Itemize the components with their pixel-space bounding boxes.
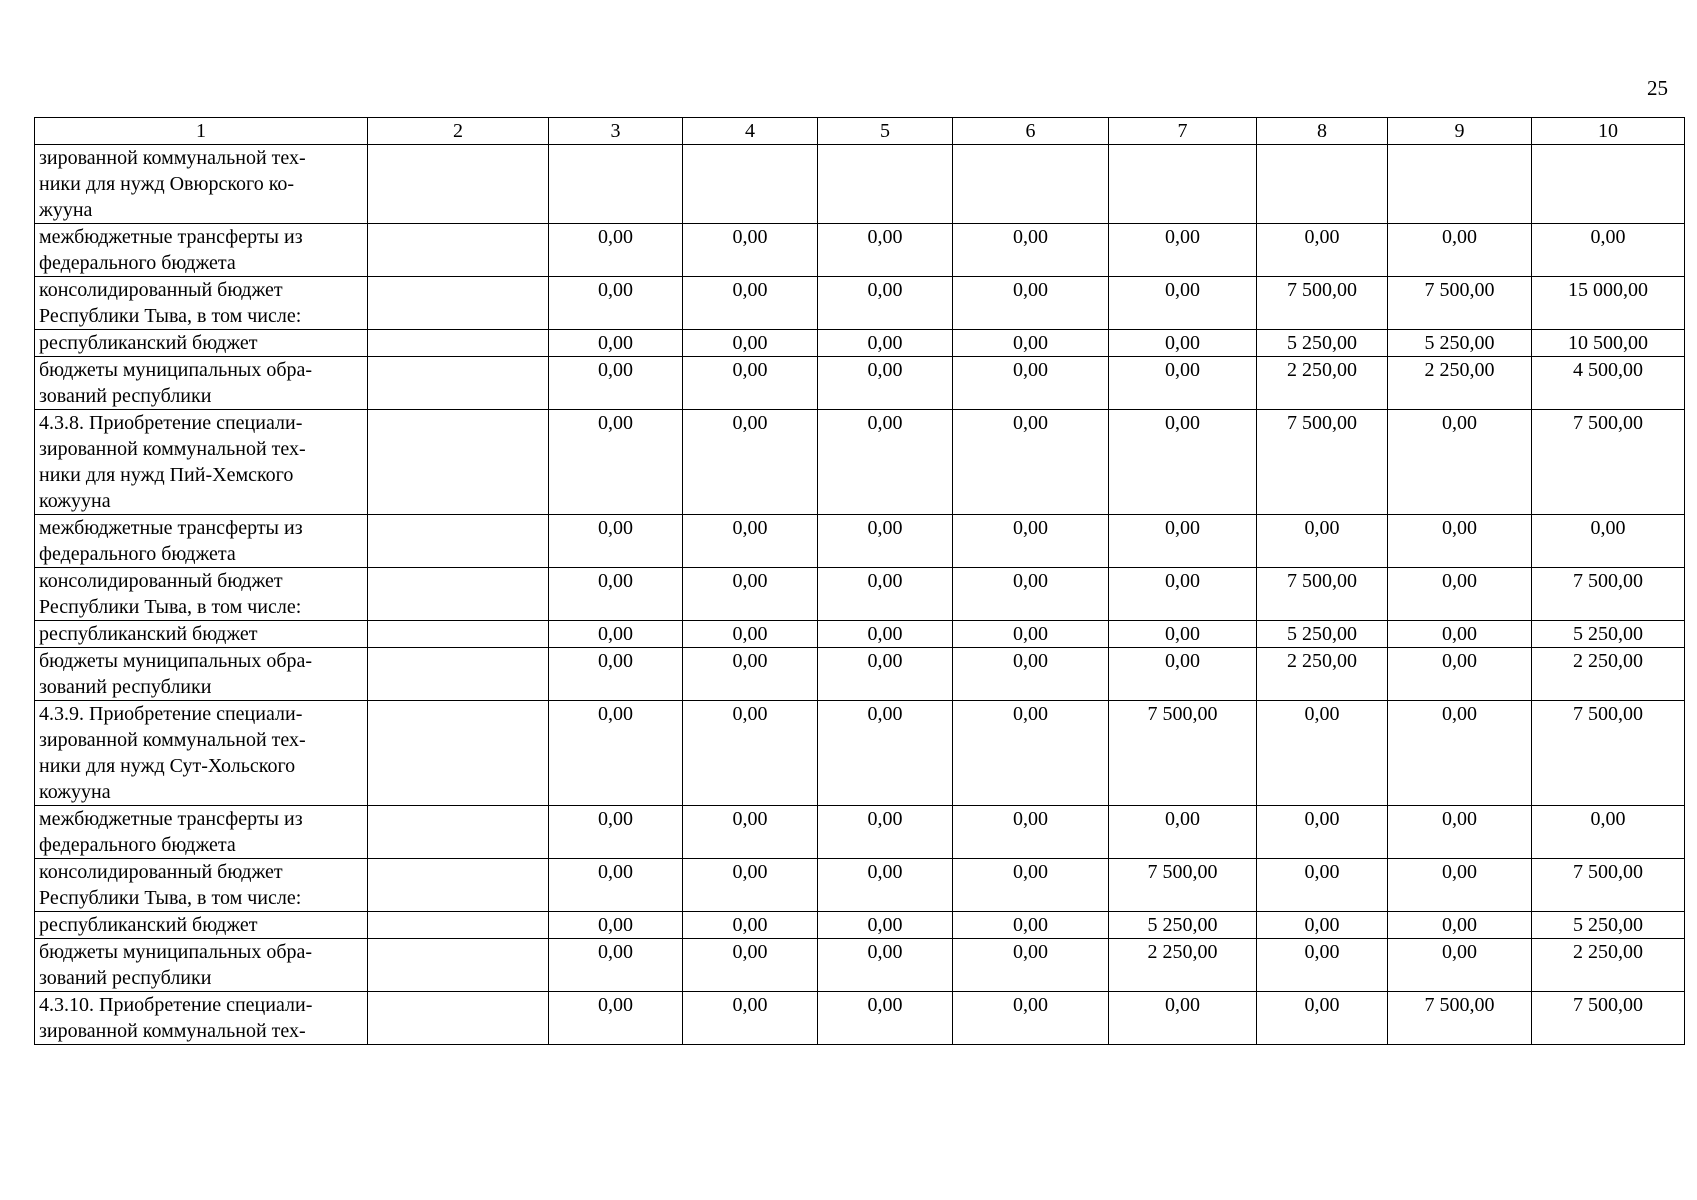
value-cell: 0,00 [818,568,953,621]
value-cell: 7 500,00 [1257,410,1388,515]
table-row [35,621,1685,648]
value-cell: 0,00 [1257,701,1388,806]
table-row [35,410,1685,515]
value-cell: 0,00 [683,992,818,1045]
column-2-cell [368,701,549,806]
row-description: бюджеты муниципальных обра- зований республики [35,357,368,410]
value-cell: 0,00 [1388,515,1532,568]
value-cell: 0,00 [683,277,818,330]
table-row [35,939,1685,992]
value-cell [1109,145,1257,224]
value-cell: 0,00 [1109,277,1257,330]
value-cell [953,145,1109,224]
column-2-cell [368,806,549,859]
value-cell: 0,00 [1388,568,1532,621]
table-row [35,701,1685,806]
value-cell: 0,00 [1388,224,1532,277]
value-cell: 0,00 [683,939,818,992]
column-2-cell [368,621,549,648]
table-row [35,648,1685,701]
row-description: межбюджетные трансферты из федерального бюджета [35,224,368,277]
value-cell: 0,00 [549,330,683,357]
value-cell: 7 500,00 [1532,859,1685,912]
value-cell: 0,00 [953,621,1109,648]
column-2-cell [368,912,549,939]
table-row [35,330,1685,357]
value-cell: 0,00 [818,515,953,568]
value-cell: 0,00 [1257,912,1388,939]
value-cell: 0,00 [683,648,818,701]
value-cell: 5 250,00 [1109,912,1257,939]
column-2-cell [368,224,549,277]
value-cell: 0,00 [953,515,1109,568]
value-cell: 0,00 [1109,410,1257,515]
column-header: 2 [368,118,549,145]
value-cell: 0,00 [1257,806,1388,859]
value-cell: 2 250,00 [1388,357,1532,410]
value-cell: 7 500,00 [1388,992,1532,1045]
value-cell: 0,00 [953,701,1109,806]
value-cell: 7 500,00 [1532,701,1685,806]
column-2-cell [368,410,549,515]
value-cell: 0,00 [1257,515,1388,568]
value-cell: 0,00 [1388,701,1532,806]
column-2-cell [368,277,549,330]
table-body [35,145,1685,1045]
value-cell: 0,00 [683,410,818,515]
row-description: межбюджетные трансферты из федерального бюджета [35,515,368,568]
value-cell: 0,00 [1257,939,1388,992]
value-cell: 5 250,00 [1257,330,1388,357]
row-description: бюджеты муниципальных обра- зований республики [35,648,368,701]
value-cell: 0,00 [549,357,683,410]
value-cell: 0,00 [683,859,818,912]
budget-table [34,117,1685,1045]
value-cell: 0,00 [1388,859,1532,912]
value-cell: 0,00 [953,806,1109,859]
row-description: республиканский бюджет [35,621,368,648]
column-header: 8 [1257,118,1388,145]
value-cell: 0,00 [549,992,683,1045]
value-cell: 0,00 [1532,224,1685,277]
value-cell: 0,00 [549,224,683,277]
value-cell: 0,00 [1388,806,1532,859]
table-row [35,145,1685,224]
row-description: 4.3.9. Приобретение специали- зированной коммунальной тех- ники для нужд Сут-Хольского кожууна [35,701,368,806]
value-cell: 0,00 [549,648,683,701]
value-cell: 0,00 [549,410,683,515]
page-number: 25 [1647,76,1668,100]
value-cell: 0,00 [818,806,953,859]
value-cell: 0,00 [818,621,953,648]
column-header: 3 [549,118,683,145]
value-cell: 0,00 [549,515,683,568]
value-cell: 7 500,00 [1388,277,1532,330]
table-row [35,912,1685,939]
value-cell: 0,00 [818,224,953,277]
value-cell: 0,00 [683,701,818,806]
value-cell: 0,00 [1257,859,1388,912]
value-cell: 0,00 [1109,992,1257,1045]
value-cell: 0,00 [953,277,1109,330]
value-cell: 7 500,00 [1532,568,1685,621]
value-cell: 0,00 [683,515,818,568]
value-cell: 7 500,00 [1532,992,1685,1045]
value-cell: 0,00 [818,410,953,515]
value-cell: 0,00 [953,648,1109,701]
column-2-cell [368,648,549,701]
column-2-cell [368,330,549,357]
value-cell: 0,00 [1109,648,1257,701]
value-cell: 7 500,00 [1257,277,1388,330]
table-row [35,224,1685,277]
column-2-cell [368,568,549,621]
value-cell: 0,00 [818,357,953,410]
value-cell: 10 500,00 [1532,330,1685,357]
value-cell: 7 500,00 [1257,568,1388,621]
value-cell: 0,00 [683,330,818,357]
column-header: 7 [1109,118,1257,145]
value-cell: 0,00 [1257,992,1388,1045]
value-cell: 0,00 [683,224,818,277]
value-cell: 0,00 [818,859,953,912]
value-cell: 0,00 [683,806,818,859]
value-cell: 0,00 [549,859,683,912]
value-cell [1532,145,1685,224]
value-cell: 5 250,00 [1257,621,1388,648]
value-cell: 5 250,00 [1532,621,1685,648]
value-cell: 0,00 [1109,330,1257,357]
value-cell: 0,00 [1109,224,1257,277]
value-cell: 0,00 [1532,515,1685,568]
value-cell [818,145,953,224]
row-description: зированной коммунальной тех- ники для нужд Овюрского ко- жууна [35,145,368,224]
value-cell: 0,00 [818,992,953,1045]
table-row [35,357,1685,410]
value-cell: 7 500,00 [1532,410,1685,515]
value-cell: 0,00 [1109,806,1257,859]
value-cell: 0,00 [683,568,818,621]
value-cell: 0,00 [683,621,818,648]
column-header: 6 [953,118,1109,145]
table-row [35,515,1685,568]
value-cell: 0,00 [1109,357,1257,410]
value-cell: 5 250,00 [1388,330,1532,357]
value-cell: 0,00 [953,330,1109,357]
row-description: бюджеты муниципальных обра- зований республики [35,939,368,992]
value-cell: 0,00 [1532,806,1685,859]
value-cell: 4 500,00 [1532,357,1685,410]
value-cell: 0,00 [1388,410,1532,515]
value-cell: 0,00 [549,568,683,621]
value-cell: 2 250,00 [1532,939,1685,992]
value-cell: 0,00 [953,939,1109,992]
value-cell: 0,00 [549,277,683,330]
value-cell [1388,145,1532,224]
table-row [35,992,1685,1045]
value-cell: 0,00 [818,330,953,357]
value-cell: 0,00 [1109,568,1257,621]
column-header: 1 [35,118,368,145]
column-header: 9 [1388,118,1532,145]
row-description: 4.3.10. Приобретение специали- зированной коммунальной тех- [35,992,368,1045]
value-cell: 0,00 [549,806,683,859]
value-cell: 0,00 [549,912,683,939]
value-cell: 0,00 [549,701,683,806]
value-cell: 0,00 [1109,621,1257,648]
value-cell: 2 250,00 [1257,357,1388,410]
value-cell: 7 500,00 [1109,701,1257,806]
value-cell: 0,00 [953,357,1109,410]
column-2-cell [368,515,549,568]
row-description: консолидированный бюджет Республики Тыва, в том числе: [35,568,368,621]
value-cell: 0,00 [953,859,1109,912]
value-cell: 7 500,00 [1109,859,1257,912]
value-cell: 0,00 [549,621,683,648]
value-cell: 0,00 [1109,515,1257,568]
column-2-cell [368,992,549,1045]
row-description: консолидированный бюджет Республики Тыва, в том числе: [35,277,368,330]
value-cell: 2 250,00 [1257,648,1388,701]
table-row [35,568,1685,621]
value-cell: 0,00 [953,992,1109,1045]
value-cell: 0,00 [549,939,683,992]
row-description: консолидированный бюджет Республики Тыва, в том числе: [35,859,368,912]
value-cell: 0,00 [1388,648,1532,701]
column-header: 5 [818,118,953,145]
value-cell: 0,00 [818,939,953,992]
value-cell: 0,00 [683,357,818,410]
value-cell: 5 250,00 [1532,912,1685,939]
value-cell: 0,00 [953,568,1109,621]
value-cell: 2 250,00 [1109,939,1257,992]
row-description: межбюджетные трансферты из федерального бюджета [35,806,368,859]
value-cell: 0,00 [818,701,953,806]
column-header: 4 [683,118,818,145]
value-cell [1257,145,1388,224]
value-cell: 15 000,00 [1532,277,1685,330]
value-cell: 0,00 [953,224,1109,277]
column-2-cell [368,939,549,992]
value-cell: 0,00 [1388,912,1532,939]
value-cell: 0,00 [1388,621,1532,648]
value-cell: 0,00 [1257,224,1388,277]
column-header: 10 [1532,118,1685,145]
value-cell [549,145,683,224]
value-cell: 0,00 [1388,939,1532,992]
column-2-cell [368,859,549,912]
table-row [35,277,1685,330]
value-cell: 0,00 [953,410,1109,515]
value-cell: 0,00 [818,912,953,939]
row-description: республиканский бюджет [35,330,368,357]
column-2-cell [368,145,549,224]
value-cell: 0,00 [818,648,953,701]
table-header-row [35,118,1685,145]
table-row [35,859,1685,912]
row-description: республиканский бюджет [35,912,368,939]
value-cell [683,145,818,224]
value-cell: 0,00 [953,912,1109,939]
value-cell: 0,00 [818,277,953,330]
value-cell: 0,00 [683,912,818,939]
column-2-cell [368,357,549,410]
table-row [35,806,1685,859]
row-description: 4.3.8. Приобретение специали- зированной коммунальной тех- ники для нужд Пий-Хемского кожууна [35,410,368,515]
value-cell: 2 250,00 [1532,648,1685,701]
